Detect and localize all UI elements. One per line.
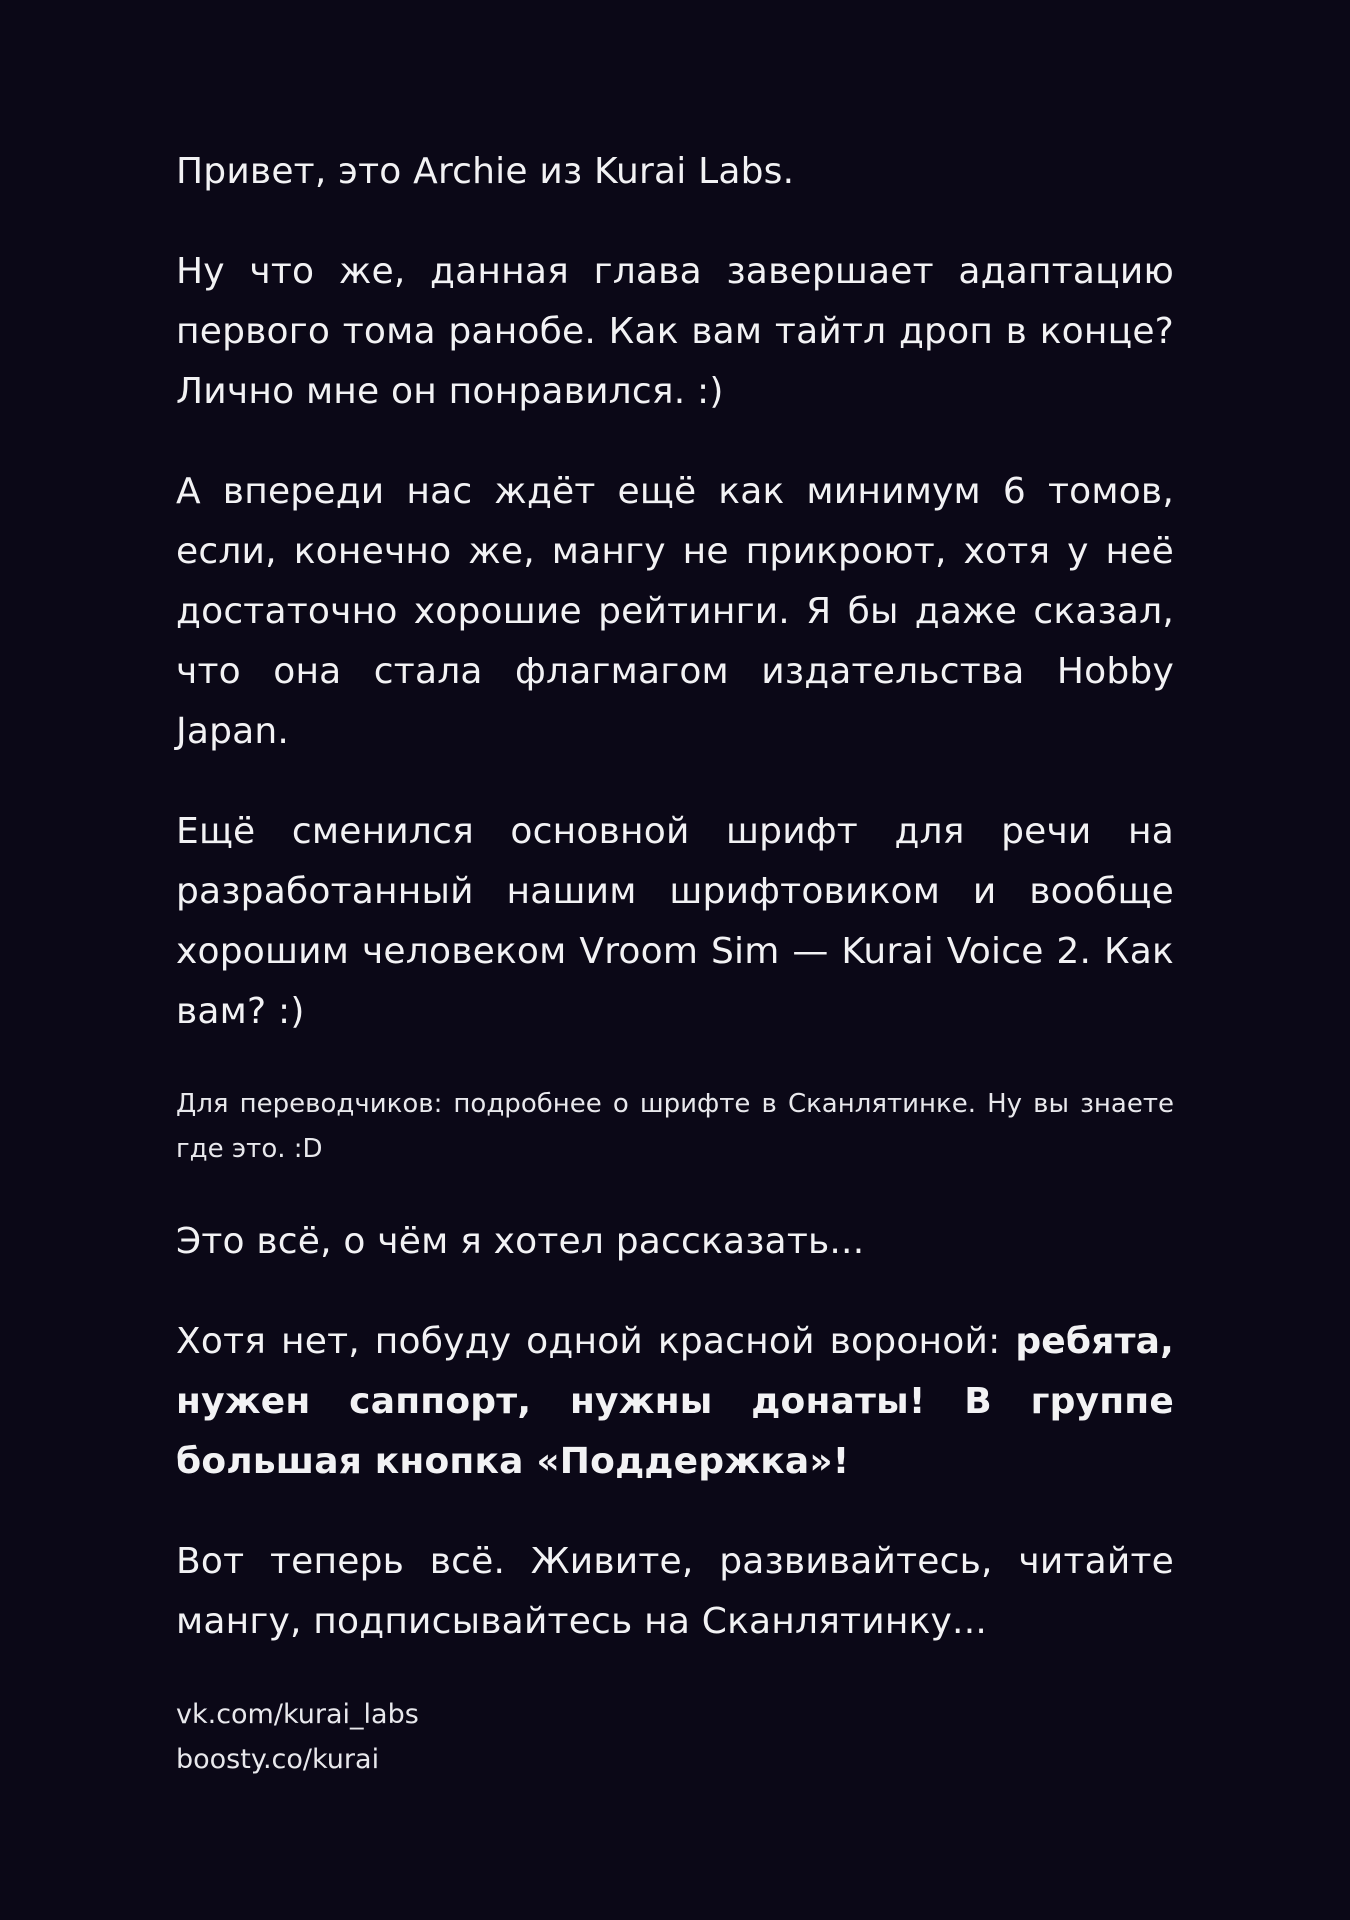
paragraph-farewell: Вот теперь всё. Живите, развивайтесь, читайте мангу, подписывайтесь на Сканлятинку... <box>176 1541 1174 1642</box>
paragraph-font-change: Ещё сменился основной шрифт для речи на разработанный нашим шрифтовиком и вообще хорошим человеком Vroom Sim — Kurai Voice 2. Как вам? :) <box>176 811 1174 1032</box>
paragraph-that-is-all: Это всё, о чём я хотел рассказать... <box>176 1221 865 1262</box>
support-appeal-bold: ребята, нужен саппорт, нужны донаты! В группе большая кнопка «Поддержка»! <box>176 1321 1174 1482</box>
link-vk[interactable]: vk.com/kurai_labs <box>176 1699 419 1730</box>
paragraph-support-appeal <box>176 1312 1174 1492</box>
translator-note: Для переводчиков: подробнее о шрифте в Сканлятинке. Ну вы знаете где это. :D <box>176 1089 1174 1164</box>
links-block <box>176 1692 1174 1782</box>
paragraph-future-volumes: А впереди нас ждёт ещё как минимум 6 томов, если, конечно же, мангу не прикроют, хотя у неё достаточно хорошие рейтинги. Я бы даже сказал, что она стала флагмагом издательства Hobby Japan. <box>176 471 1174 752</box>
support-appeal-regular: Хотя нет, побуду одной красной вороной: <box>176 1321 1016 1362</box>
paragraph-volume-end: Ну что же, данная глава завершает адаптацию первого тома ранобе. Как вам тайтл дроп в конце? Лично мне он понравился. :) <box>176 251 1174 412</box>
link-boosty[interactable]: boosty.co/kurai <box>176 1744 380 1775</box>
greeting: Привет, это Archie из Kurai Labs. <box>176 151 795 192</box>
